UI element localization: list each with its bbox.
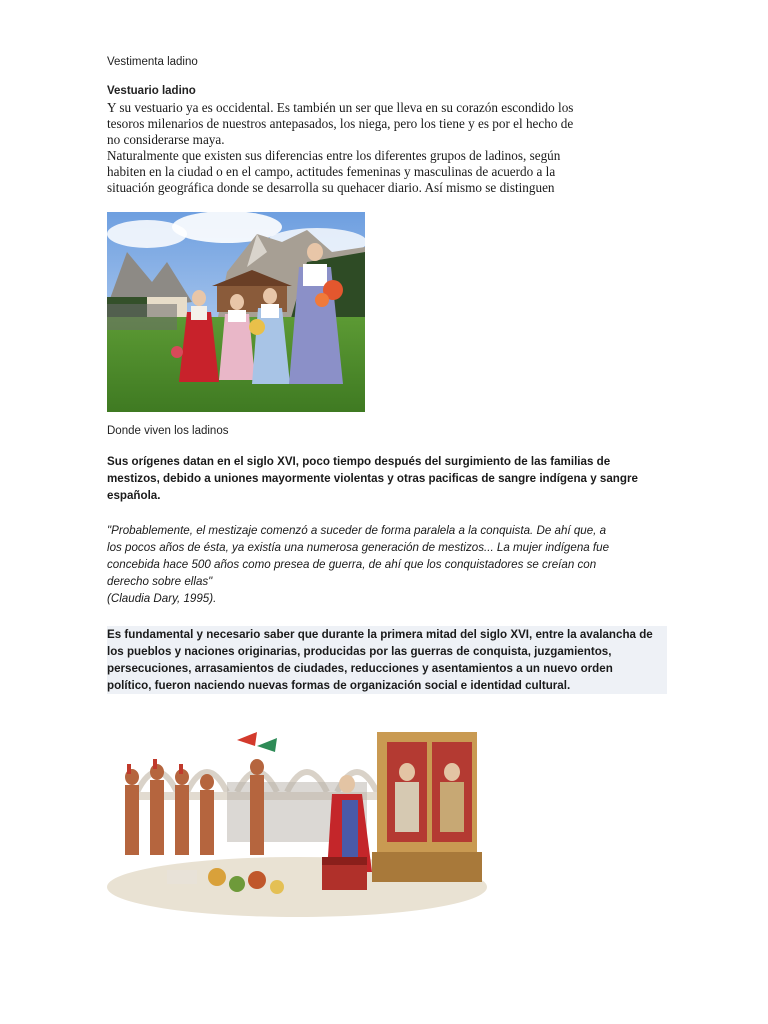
text-line: española. xyxy=(107,489,161,502)
quote-block xyxy=(107,522,667,607)
text-line: situación geográfica donde se desarrolla su quehacer diario. Así mismo se distinguen xyxy=(107,180,555,195)
text-line: Naturalmente que existen sus diferencias entre los diferentes grupos de ladinos, según xyxy=(107,148,561,163)
title-text: Vestimenta ladino xyxy=(107,56,198,68)
paragraph-highlighted xyxy=(107,626,667,694)
illustration-graphic xyxy=(107,712,487,924)
photo-illustration xyxy=(107,212,365,412)
highlight-block xyxy=(107,626,667,694)
text-line: derecho sobre ellas" xyxy=(107,575,213,588)
quote-citation: (Claudia Dary, 1995). xyxy=(107,592,217,605)
text-line: mestizos, debido a uniones mayormente violentas y otras pacificas de sangre indígena y sangre xyxy=(107,472,638,485)
document-title xyxy=(107,56,667,68)
paragraph-vestuario-2 xyxy=(107,148,687,196)
text-line: político, fueron naciendo nuevas formas de organización social e identidad cultural. xyxy=(107,677,667,694)
text-line: los pocos años de ésta, ya existía una numerosa generación de mestizos... La mujer indígena fue xyxy=(107,541,610,554)
alpine-festival-photo xyxy=(107,212,365,412)
paragraph-vestuario-1 xyxy=(107,100,687,148)
text-line: no considerarse maya. xyxy=(107,132,225,147)
heading-text: Donde viven los ladinos xyxy=(107,425,229,437)
paragraph-origenes xyxy=(107,453,667,504)
conquest-illustration xyxy=(107,712,487,924)
text-line: Sus orígenes datan en el siglo XVI, poco tiempo después del surgimiento de las familias de xyxy=(107,455,611,468)
text-line: tesoros milenarios de nuestros antepasados, los niega, pero los tiene y es por el hecho de xyxy=(107,116,574,131)
text-line: Y su vestuario ya es occidental. Es también un ser que lleva en su corazón escondido los xyxy=(107,100,574,115)
text-line: persecuciones, arrasamientos de ciudades, reducciones y asentamientos a un nuevo orden xyxy=(107,660,667,677)
section-heading-donde xyxy=(107,425,667,437)
text-line: "Probablemente, el mestizaje comenzó a suceder de forma paralela a la conquista. De ahí que, a xyxy=(107,524,607,537)
quote-paragraph xyxy=(107,522,667,607)
text-line: Es fundamental y necesario saber que durante la primera mitad del siglo XVI, entre la avalancha de xyxy=(107,626,667,643)
section-heading-vestuario xyxy=(107,85,667,97)
vestuario-paragraphs xyxy=(107,100,687,196)
text-line: habiten en la ciudad o en el campo, actitudes femeninas y masculinas de acuerdo a la xyxy=(107,164,556,179)
text-line: los pueblos y naciones originarias, producidas por las guerras de conquista, juzgamientos, xyxy=(107,643,667,660)
heading-text: Vestuario ladino xyxy=(107,85,196,97)
origenes-paragraph xyxy=(107,453,667,504)
text-line: concebida hace 500 años como presea de guerra, de ahí que los conquistadores se creían con xyxy=(107,558,597,571)
